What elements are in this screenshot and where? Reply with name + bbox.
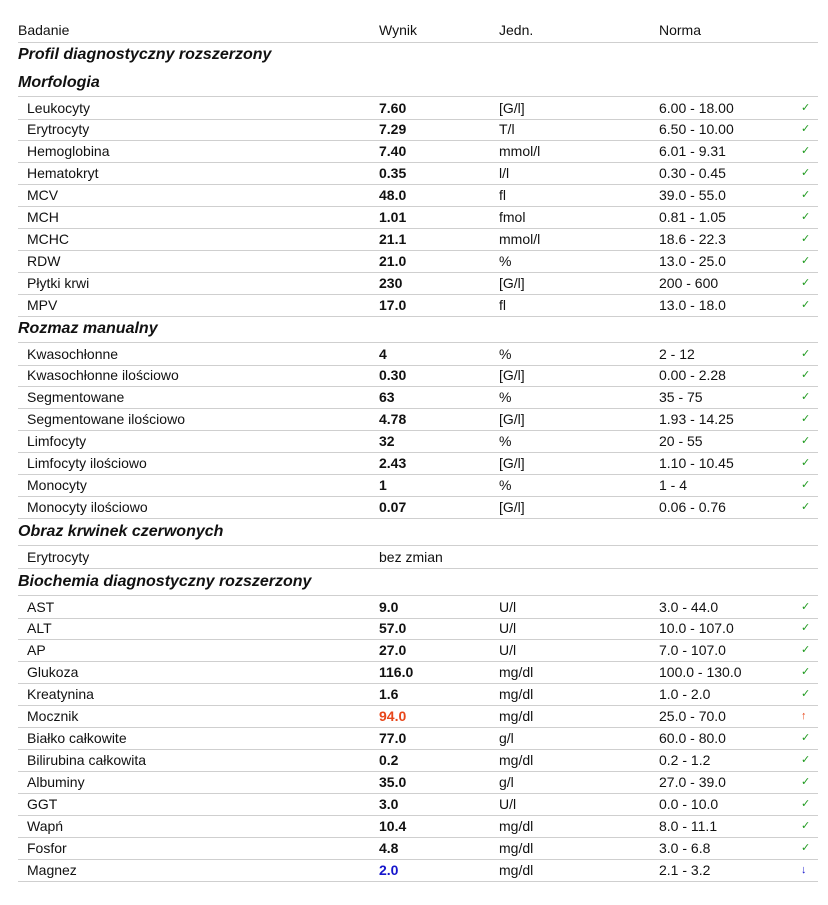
test-norm: 3.0 - 44.0 — [659, 599, 719, 615]
test-value: 1.6 — [379, 686, 399, 702]
test-value: 7.40 — [379, 143, 407, 159]
test-name: Wapń — [27, 818, 64, 834]
section-header — [18, 71, 818, 95]
status-flag-icon: ✓ — [801, 277, 811, 289]
status-flag-icon: ✓ — [801, 842, 811, 854]
test-unit: fl — [499, 297, 506, 313]
test-name: Kwasochłonne — [27, 346, 119, 362]
result-row — [18, 118, 818, 141]
test-value: 4.78 — [379, 411, 407, 427]
test-value: 116.0 — [379, 664, 414, 680]
test-name: Segmentowane ilościowo — [27, 411, 185, 427]
section-header — [18, 317, 818, 341]
status-flag-icon: ✓ — [801, 145, 811, 157]
status-flag-icon: ✓ — [801, 102, 811, 114]
result-row — [18, 793, 818, 816]
result-row — [18, 595, 818, 619]
test-norm: 2.1 - 3.2 — [659, 862, 711, 878]
test-name: Białko całkowite — [27, 730, 127, 746]
status-flag-icon: ✓ — [801, 413, 811, 425]
test-norm: 2 - 12 — [659, 346, 695, 362]
test-norm: 1.0 - 2.0 — [659, 686, 711, 702]
test-norm: 18.6 - 22.3 — [659, 231, 726, 247]
test-norm: 0.0 - 10.0 — [659, 796, 719, 812]
test-name: Płytki krwi — [27, 275, 90, 291]
test-name: MCHC — [27, 231, 69, 247]
test-norm: 60.0 - 80.0 — [659, 730, 726, 746]
test-norm: 6.00 - 18.00 — [659, 100, 734, 116]
result-row — [18, 228, 818, 251]
status-flag-icon: ✓ — [801, 435, 811, 447]
test-unit: mg/dl — [499, 840, 534, 856]
test-unit: fmol — [499, 209, 526, 225]
result-row — [18, 727, 818, 750]
test-value: 35.0 — [379, 774, 407, 790]
result-row — [18, 545, 818, 569]
test-name: Leukocyty — [27, 100, 91, 116]
test-value: 4 — [379, 346, 387, 362]
test-unit: fl — [499, 187, 506, 203]
test-name: Limfocyty — [27, 433, 87, 449]
test-unit: mg/dl — [499, 818, 534, 834]
test-name: Monocyty ilościowo — [27, 499, 148, 515]
test-unit: mg/dl — [499, 664, 534, 680]
status-flag-icon: ✓ — [801, 457, 811, 469]
test-name: Kwasochłonne ilościowo — [27, 367, 179, 383]
status-flag-icon: ✓ — [801, 348, 811, 360]
test-name: Kreatynina — [27, 686, 94, 702]
status-flag-icon: ✓ — [801, 123, 811, 135]
test-name: MCH — [27, 209, 59, 225]
test-norm: 8.0 - 11.1 — [659, 818, 718, 834]
test-value: 21.0 — [379, 253, 407, 269]
header-name: Badanie — [18, 22, 70, 38]
test-unit: [G/l] — [499, 367, 525, 383]
header-value: Wynik — [379, 22, 417, 38]
test-name: Glukoza — [27, 664, 79, 680]
test-name: Monocyty — [27, 477, 87, 493]
test-value: 2.0 — [379, 862, 399, 878]
status-flag-icon: ✓ — [801, 754, 811, 766]
result-row — [18, 272, 818, 295]
test-norm: 10.0 - 107.0 — [659, 620, 734, 636]
section-title: Morfologia — [18, 74, 100, 91]
test-unit: U/l — [499, 620, 517, 636]
result-row — [18, 96, 818, 120]
test-unit: % — [499, 433, 512, 449]
test-unit: mg/dl — [499, 708, 534, 724]
test-norm: 35 - 75 — [659, 389, 703, 405]
test-name: Limfocyty ilościowo — [27, 455, 147, 471]
test-name: GGT — [27, 796, 58, 812]
result-row — [18, 859, 818, 882]
test-value: 0.07 — [379, 499, 407, 515]
result-row — [18, 683, 818, 706]
test-norm: 0.06 - 0.76 — [659, 499, 726, 515]
test-norm: 1.10 - 10.45 — [659, 455, 734, 471]
test-name: Erytrocyty — [27, 121, 90, 137]
status-flag-icon: ↑ — [801, 710, 807, 722]
test-unit: [G/l] — [499, 411, 525, 427]
test-value: 21.1 — [379, 231, 407, 247]
test-name: Bilirubina całkowita — [27, 752, 147, 768]
test-norm: 13.0 - 25.0 — [659, 253, 726, 269]
status-flag-icon: ✓ — [801, 798, 811, 810]
result-row — [18, 430, 818, 453]
status-flag-icon: ↓ — [801, 864, 807, 876]
status-flag-icon: ✓ — [801, 391, 811, 403]
test-norm: 0.81 - 1.05 — [659, 209, 726, 225]
result-row — [18, 639, 818, 662]
test-value: 7.60 — [379, 100, 407, 116]
test-value: 2.43 — [379, 455, 407, 471]
test-norm: 6.01 - 9.31 — [659, 143, 726, 159]
test-norm: 6.50 - 10.00 — [659, 121, 734, 137]
result-row — [18, 250, 818, 273]
result-row — [18, 661, 818, 684]
status-flag-icon: ✓ — [801, 233, 811, 245]
status-flag-icon: ✓ — [801, 688, 811, 700]
status-flag-icon: ✓ — [801, 622, 811, 634]
status-flag-icon: ✓ — [801, 732, 811, 744]
test-unit: mg/dl — [499, 686, 534, 702]
test-unit: [G/l] — [499, 275, 525, 291]
status-flag-icon: ✓ — [801, 167, 811, 179]
test-name: Segmentowane — [27, 389, 125, 405]
status-flag-icon: ✓ — [801, 601, 811, 613]
result-row — [18, 408, 818, 431]
result-row — [18, 140, 818, 163]
result-row — [18, 496, 818, 519]
test-value: bez zmian — [379, 549, 443, 565]
status-flag-icon: ✓ — [801, 369, 811, 381]
test-norm: 25.0 - 70.0 — [659, 708, 726, 724]
status-flag-icon: ✓ — [801, 479, 811, 491]
result-row — [18, 386, 818, 409]
status-flag-icon: ✓ — [801, 501, 811, 513]
test-value: 17.0 — [379, 297, 407, 313]
test-norm: 20 - 55 — [659, 433, 703, 449]
test-norm: 13.0 - 18.0 — [659, 297, 726, 313]
test-norm: 100.0 - 130.0 — [659, 664, 742, 680]
table-header — [18, 18, 818, 43]
profile-title: Profil diagnostyczny rozszerzony — [18, 46, 272, 63]
test-value: 32 — [379, 433, 395, 449]
test-norm: 200 - 600 — [659, 275, 719, 291]
test-unit: mmol/l — [499, 231, 541, 247]
status-flag-icon: ✓ — [801, 666, 811, 678]
test-unit: mg/dl — [499, 862, 534, 878]
section-title: Biochemia diagnostyczny rozszerzony — [18, 573, 312, 590]
test-unit: U/l — [499, 796, 517, 812]
test-unit: T/l — [499, 121, 515, 137]
test-value: 10.4 — [379, 818, 407, 834]
result-row — [18, 474, 818, 497]
test-unit: mmol/l — [499, 143, 541, 159]
test-name: Albuminy — [27, 774, 85, 790]
test-value: 0.35 — [379, 165, 407, 181]
test-value: 3.0 — [379, 796, 399, 812]
test-name: ALT — [27, 620, 52, 636]
test-norm: 0.00 - 2.28 — [659, 367, 726, 383]
result-row — [18, 206, 818, 229]
result-row — [18, 162, 818, 185]
test-value: 63 — [379, 389, 395, 405]
test-value: 1.01 — [379, 209, 407, 225]
test-unit: % — [499, 253, 512, 269]
status-flag-icon: ✓ — [801, 189, 811, 201]
test-norm: 0.30 - 0.45 — [659, 165, 726, 181]
test-name: MCV — [27, 187, 59, 203]
test-unit: U/l — [499, 642, 517, 658]
test-norm: 39.0 - 55.0 — [659, 187, 726, 203]
status-flag-icon: ✓ — [801, 644, 811, 656]
status-flag-icon: ✓ — [801, 776, 811, 788]
status-flag-icon: ✓ — [801, 820, 811, 832]
test-value: 0.30 — [379, 367, 407, 383]
test-name: Erytrocyty — [27, 549, 90, 565]
result-row — [18, 184, 818, 207]
test-value: 94.0 — [379, 708, 407, 724]
test-unit: l/l — [499, 165, 510, 181]
test-norm: 1 - 4 — [659, 477, 688, 493]
section-header — [18, 570, 818, 594]
test-name: MPV — [27, 297, 58, 313]
test-value: 27.0 — [379, 642, 407, 658]
test-name: Fosfor — [27, 840, 67, 856]
test-unit: % — [499, 346, 512, 362]
test-unit: [G/l] — [499, 100, 525, 116]
header-norm: Norma — [659, 22, 702, 38]
test-unit: [G/l] — [499, 499, 525, 515]
test-norm: 3.0 - 6.8 — [659, 840, 711, 856]
test-unit: [G/l] — [499, 455, 525, 471]
profile-title-row — [18, 43, 818, 67]
result-row — [18, 452, 818, 475]
result-row — [18, 749, 818, 772]
result-row — [18, 364, 818, 387]
test-unit: g/l — [499, 774, 514, 790]
test-name: Mocznik — [27, 708, 79, 724]
test-norm: 0.2 - 1.2 — [659, 752, 711, 768]
test-norm: 1.93 - 14.25 — [659, 411, 734, 427]
test-name: AST — [27, 599, 55, 615]
test-name: Hematokryt — [27, 165, 99, 181]
test-name: AP — [27, 642, 46, 658]
test-value: 230 — [379, 275, 403, 291]
section-title: Rozmaz manualny — [18, 320, 158, 337]
test-norm: 7.0 - 107.0 — [659, 642, 726, 658]
test-unit: % — [499, 389, 512, 405]
status-flag-icon: ✓ — [801, 255, 811, 267]
status-flag-icon: ✓ — [801, 211, 811, 223]
result-row — [18, 705, 818, 728]
test-norm: 27.0 - 39.0 — [659, 774, 726, 790]
test-unit: g/l — [499, 730, 514, 746]
test-unit: % — [499, 477, 512, 493]
test-value: 1 — [379, 477, 387, 493]
status-flag-icon: ✓ — [801, 299, 811, 311]
header-unit: Jedn. — [499, 22, 534, 38]
section-header — [18, 520, 818, 544]
result-row — [18, 294, 818, 317]
test-value: 48.0 — [379, 187, 407, 203]
test-name: Hemoglobina — [27, 143, 110, 159]
test-value: 0.2 — [379, 752, 399, 768]
section-title: Obraz krwinek czerwonych — [18, 523, 224, 540]
test-value: 9.0 — [379, 599, 399, 615]
test-unit: mg/dl — [499, 752, 534, 768]
result-row — [18, 617, 818, 640]
test-value: 77.0 — [379, 730, 407, 746]
test-value: 57.0 — [379, 620, 407, 636]
test-name: Magnez — [27, 862, 77, 878]
test-unit: U/l — [499, 599, 517, 615]
test-value: 4.8 — [379, 840, 399, 856]
result-row — [18, 771, 818, 794]
result-row — [18, 342, 818, 366]
test-value: 7.29 — [379, 121, 407, 137]
result-row — [18, 815, 818, 838]
test-name: RDW — [27, 253, 61, 269]
result-row — [18, 837, 818, 860]
